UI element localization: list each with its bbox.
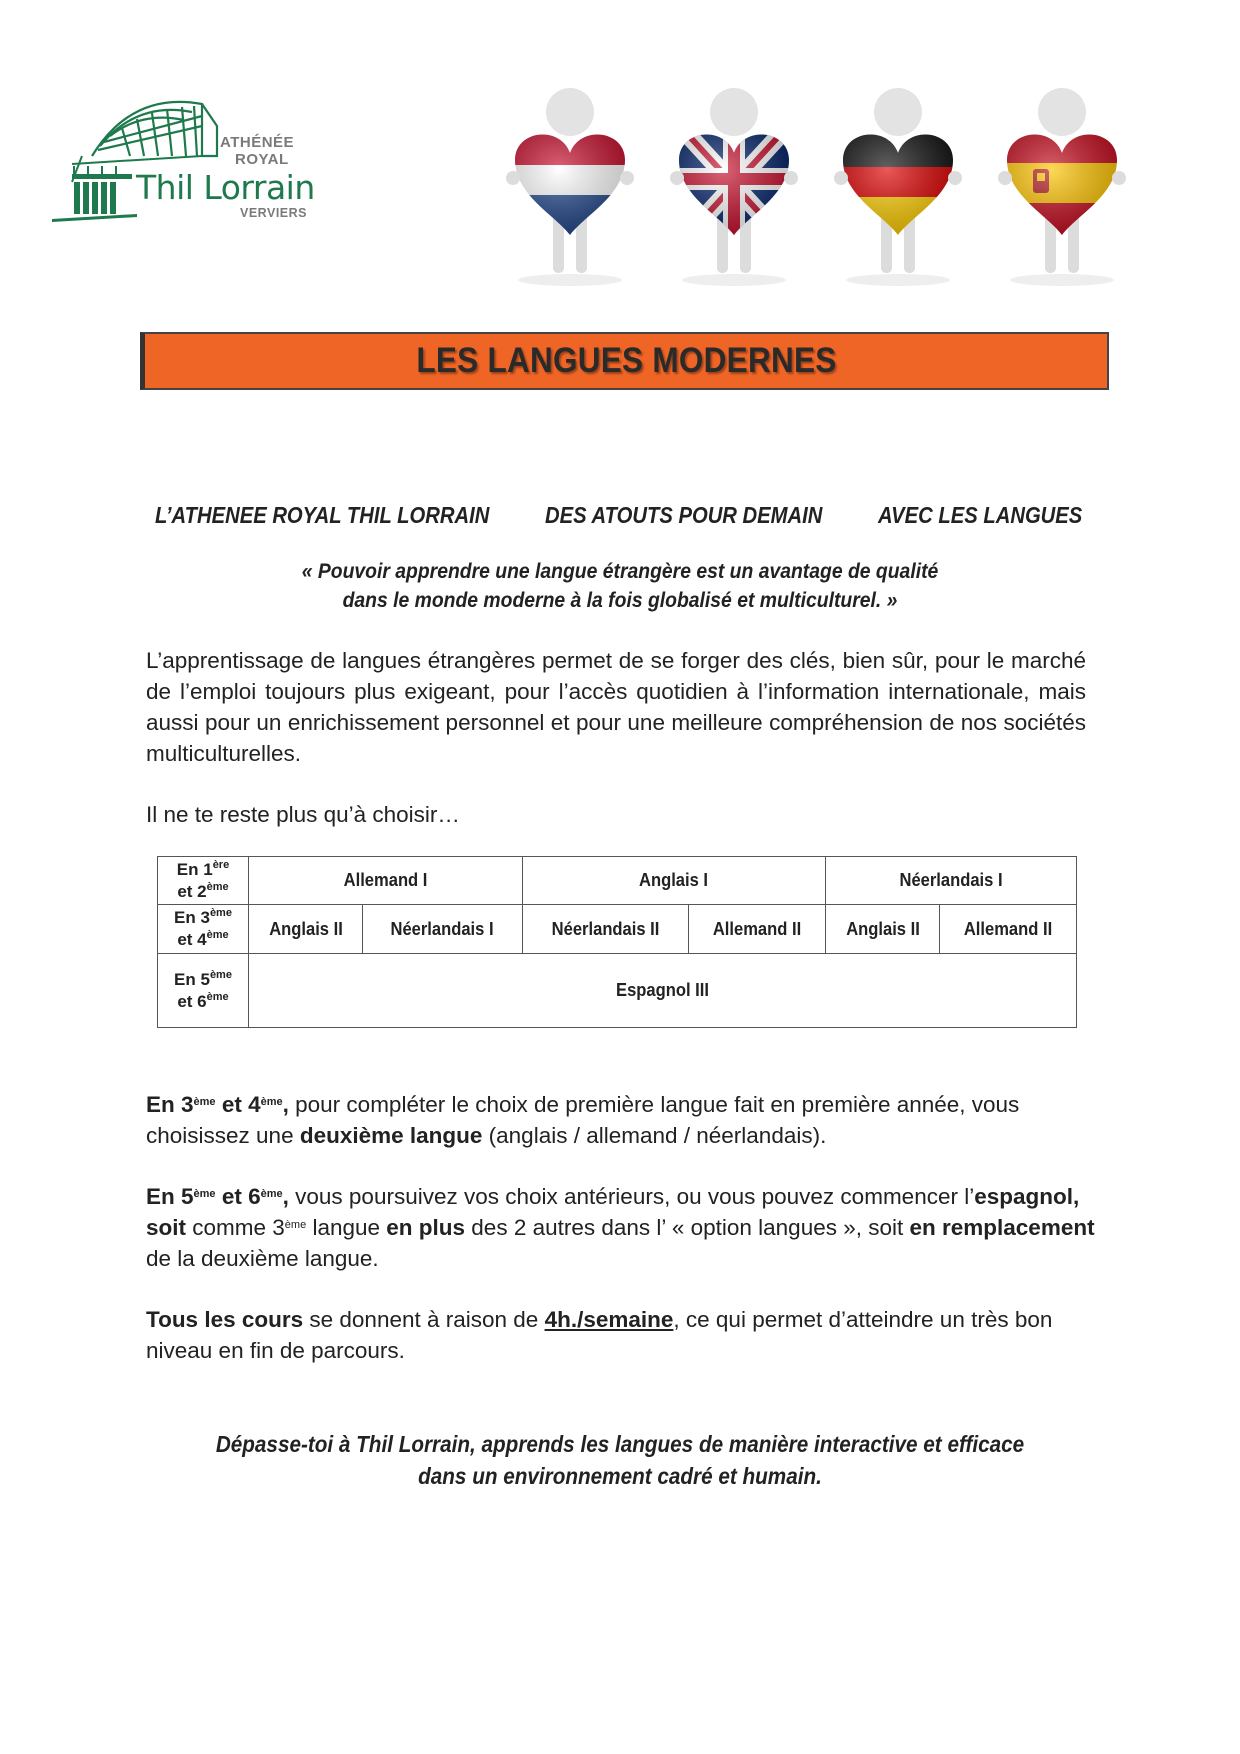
- year-cell: En 5ème et 6ème: [158, 954, 249, 1028]
- title-banner: [140, 332, 1109, 390]
- table-cell: Allemand II: [940, 905, 1077, 954]
- table-cell: Allemand I: [249, 857, 523, 905]
- year-cell: En 3ème et 4ème: [158, 905, 249, 954]
- table-cell: Néerlandais I: [363, 905, 522, 954]
- table-row: [158, 857, 1077, 905]
- school-logo: [52, 86, 352, 246]
- spain-flag-heart-icon: [998, 88, 1126, 286]
- logo-line-royal: ROYAL: [235, 151, 289, 168]
- quote: [200, 557, 1040, 615]
- flag-figures: [495, 88, 1145, 308]
- table-row: [158, 905, 1077, 954]
- table-cell: Espagnol III: [249, 954, 1077, 1028]
- germany-flag-heart-icon: [834, 88, 962, 286]
- choose-text: Il ne te reste plus qu’à choisir…: [146, 802, 460, 827]
- uk-flag-heart-icon: [670, 88, 798, 286]
- logo-city: VERVIERS: [240, 206, 307, 220]
- intro-line: de l’emploi toujours plus exigeant, pour l’accès quotidien à l’information internationale, mais: [146, 679, 1086, 704]
- table-cell: Anglais II: [825, 905, 939, 954]
- school-building-logo-icon: [52, 86, 352, 246]
- intro-paragraph: [146, 645, 1086, 769]
- choose-paragraph: [146, 799, 1086, 830]
- logo-line-athenee: ATHÉNÉE: [220, 134, 295, 151]
- table-cell: Néerlandais II: [522, 905, 688, 954]
- page-title: LES LANGUES MODERNES: [415, 341, 837, 380]
- intro-line: multiculturelles.: [146, 741, 302, 766]
- tagline-school: L’ATHENEE ROYAL THIL LORRAIN: [155, 502, 490, 528]
- table-cell: Anglais I: [522, 857, 825, 905]
- paragraph-courses: Tous les cours se donnent à raison de 4h./semaine, ce qui permet d’atteindre un très bon niveau en fin de parcours.: [146, 1307, 1053, 1363]
- table-cell: Anglais II: [249, 905, 363, 954]
- table-cell: Néerlandais I: [825, 857, 1076, 905]
- intro-line: L’apprentissage de langues étrangères permet de se forger des clés, bien sûr, pour le marché: [146, 648, 1086, 673]
- quote-line-1: « Pouvoir apprendre une langue étrangère est un avantage de qualité: [301, 559, 939, 583]
- year-cell: En 1ère et 2ème: [158, 857, 249, 905]
- table-row: [158, 954, 1077, 1028]
- closing-line-2: dans un environnement cadré et humain.: [418, 1463, 822, 1489]
- tagline-assets: DES ATOUTS POUR DEMAIN: [545, 502, 823, 528]
- closing-line-1: Dépasse-toi à Thil Lorrain, apprends les langues de manière interactive et efficace: [215, 1431, 1025, 1457]
- table-cell: Allemand II: [689, 905, 826, 954]
- paragraph-5-6: En 5ème et 6ème, vous poursuivez vos choix antérieurs, ou vous pouvez commencer l’espagnol, soit comme 3ème langue en plus des 2 autres dans l’ « option langues », soit en remplacement de la deuxième langue.: [146, 1184, 1095, 1271]
- quote-line-2: dans le monde moderne à la fois globalisé et multiculturel. »: [342, 588, 898, 612]
- intro-line: aussi pour un enrichissement personnel et pour une meilleure compréhension de nos sociétés: [146, 710, 1086, 735]
- tagline-languages: AVEC LES LANGUES: [878, 502, 1083, 528]
- language-table: [157, 856, 1077, 1028]
- logo-school-name: Thil Lorrain: [136, 168, 315, 207]
- paragraph-3-4: En 3ème et 4ème, pour compléter le choix de première langue fait en première année, vous choisissez une deuxième langue (anglais / allemand / néerlandais).: [146, 1092, 1020, 1148]
- closing-slogan: [150, 1428, 1090, 1492]
- netherlands-flag-heart-icon: [506, 88, 634, 286]
